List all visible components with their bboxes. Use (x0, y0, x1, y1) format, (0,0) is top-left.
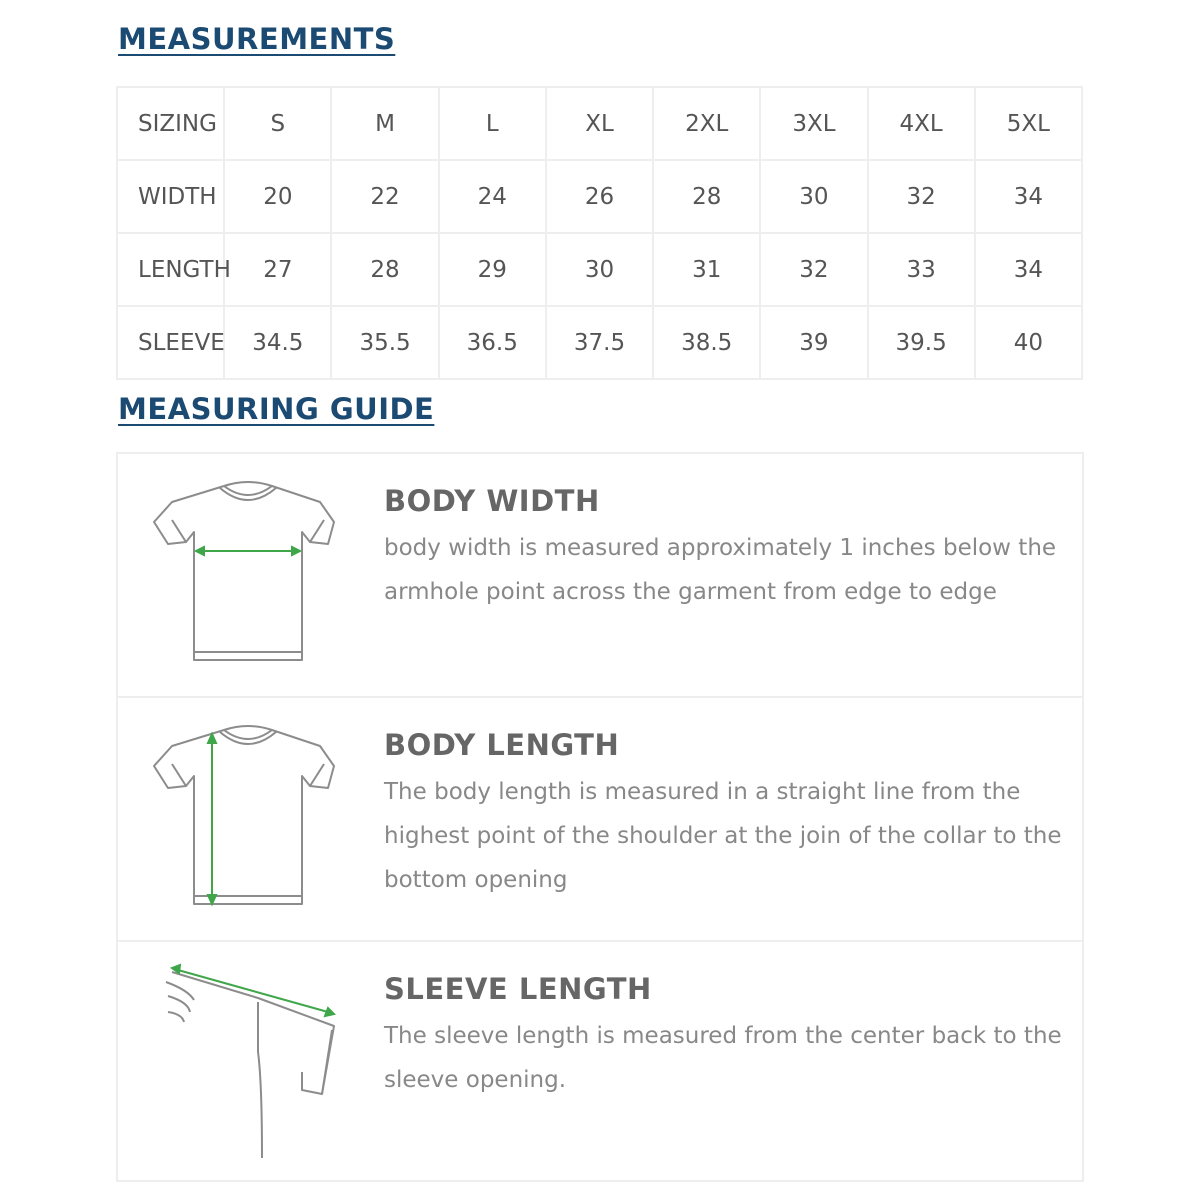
table-cell: 30 (760, 160, 867, 233)
size-header: 4XL (868, 87, 975, 160)
table-cell: 20 (224, 160, 331, 233)
guide-item-body-length (118, 696, 1082, 940)
table-cell: 29 (439, 233, 546, 306)
guide-item-sleeve-length (118, 940, 1082, 1184)
guide-item-description: body width is measured approximately 1 inches below the armhole point across the garment from edge to edge (384, 535, 1057, 605)
row-label: WIDTH (117, 160, 224, 233)
size-header: 2XL (653, 87, 760, 160)
guide-item-description: The sleeve length is measured from the center back to the sleeve opening. (384, 1023, 1062, 1093)
size-header: S (224, 87, 331, 160)
table-header-row (117, 87, 1082, 160)
table-cell: 35.5 (331, 306, 438, 379)
table-cell: 39.5 (868, 306, 975, 379)
size-header: L (439, 87, 546, 160)
measurements-heading: MEASUREMENTS (118, 22, 396, 56)
table-row-length (117, 233, 1082, 306)
table-cell: 34 (975, 233, 1082, 306)
table-cell: 33 (868, 233, 975, 306)
table-cell: 27 (224, 233, 331, 306)
table-cell: 34 (975, 160, 1082, 233)
table-cell: 39 (760, 306, 867, 379)
sleeve-length-icon (138, 962, 338, 1162)
tshirt-length-icon (138, 718, 338, 918)
guide-item-body-width (118, 454, 1082, 696)
table-cell: 22 (331, 160, 438, 233)
size-header: 5XL (975, 87, 1082, 160)
table-row-width (117, 160, 1082, 233)
table-cell: 28 (331, 233, 438, 306)
table-row-sleeve (117, 306, 1082, 379)
table-cell: 32 (760, 233, 867, 306)
size-header: XL (546, 87, 653, 160)
sizing-header: SIZING (117, 87, 224, 160)
size-header: 3XL (760, 87, 867, 160)
table-cell: 30 (546, 233, 653, 306)
table-cell: 34.5 (224, 306, 331, 379)
row-label: LENGTH (117, 233, 224, 306)
table-cell: 31 (653, 233, 760, 306)
guide-item-title: BODY LENGTH (384, 728, 620, 762)
guide-item-title: SLEEVE LENGTH (384, 972, 652, 1006)
measuring-guide-panel (116, 452, 1084, 1182)
table-cell: 37.5 (546, 306, 653, 379)
tshirt-width-icon (138, 474, 338, 674)
table-cell: 40 (975, 306, 1082, 379)
guide-item-description: The body length is measured in a straight line from the highest point of the shoulder at the join of the collar to the bottom opening (384, 779, 1062, 893)
row-label: SLEEVE (117, 306, 224, 379)
guide-item-title: BODY WIDTH (384, 484, 600, 518)
table-cell: 32 (868, 160, 975, 233)
table-cell: 28 (653, 160, 760, 233)
table-cell: 26 (546, 160, 653, 233)
table-cell: 24 (439, 160, 546, 233)
size-chart-table (116, 86, 1083, 380)
table-cell: 38.5 (653, 306, 760, 379)
table-cell: 36.5 (439, 306, 546, 379)
size-header: M (331, 87, 438, 160)
measuring-guide-heading: MEASURING GUIDE (118, 392, 435, 426)
